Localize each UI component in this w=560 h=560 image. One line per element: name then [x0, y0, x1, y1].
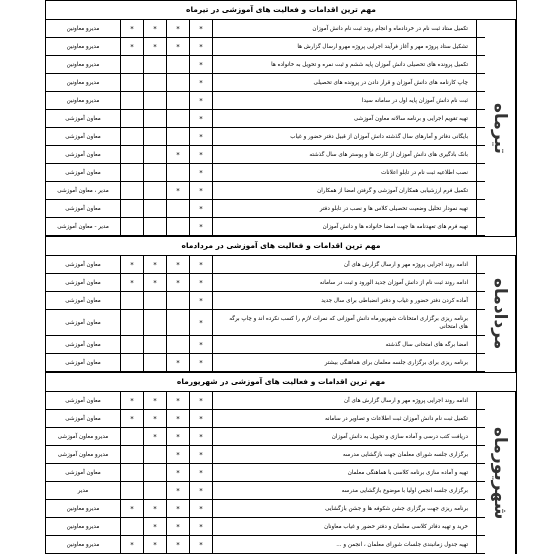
status-mark-cell: *: [190, 536, 213, 553]
responsible-cell: معاون آموزشی: [46, 410, 121, 427]
table-row: [46, 500, 485, 518]
month-label-text: تیرماه: [490, 102, 510, 154]
responsible-cell: مدیرو معاونین: [46, 518, 121, 535]
responsible-cell: مدیرو معاونین: [46, 20, 121, 37]
status-mark-cell: *: [190, 428, 213, 445]
task-description: برنامه ریزی جهت برگزاری جشن شکوفه ها و جشن بازگشایی: [213, 500, 477, 517]
status-mark-cell: *: [144, 38, 167, 55]
row-bullet: [477, 274, 485, 291]
task-description: چاپ کارنامه های دانش آموزان و قرار دادن در پرونده های تحصیلی: [213, 74, 477, 91]
status-mark-cell: *: [144, 518, 167, 535]
status-mark-cell: [121, 292, 144, 309]
status-mark-cell: [144, 182, 167, 199]
status-mark-cell: [144, 146, 167, 163]
responsible-cell: معاون آموزشی: [46, 310, 121, 335]
responsible-cell: مدیرو معاونین: [46, 500, 121, 517]
row-bullet: [477, 428, 485, 445]
status-mark-cell: *: [190, 146, 213, 163]
status-mark-cell: [121, 146, 144, 163]
row-bullet: [477, 336, 485, 353]
section-body: [46, 20, 516, 236]
responsible-cell: مدیر: [46, 482, 121, 499]
row-bullet: [477, 446, 485, 463]
status-mark-cell: *: [167, 446, 190, 463]
status-mark-cell: *: [167, 274, 190, 291]
task-description: امضا برگه های امتحانی سال گذشته: [213, 336, 477, 353]
status-mark-cell: [144, 110, 167, 127]
status-mark-cell: [144, 446, 167, 463]
table-row: [46, 392, 485, 410]
responsible-cell: معاون آموزشی: [46, 464, 121, 481]
table-row: [46, 428, 485, 446]
status-mark-cell: *: [190, 274, 213, 291]
status-mark-cell: *: [144, 500, 167, 517]
status-mark-cell: *: [190, 310, 213, 335]
task-description: برگزاری جلسه انجمن اولیا با موضوع بازگشایی مدرسه: [213, 482, 477, 499]
status-mark-cell: *: [167, 500, 190, 517]
task-description: برنامه ریزی برای برگزاری جلسه معلمان برای هماهنگی بیشتر: [213, 354, 477, 371]
responsible-cell: معاون آموزشی: [46, 292, 121, 309]
table-row: [46, 274, 485, 292]
responsible-cell: معاون آموزشی: [46, 110, 121, 127]
table-row: [46, 146, 485, 164]
status-mark-cell: [121, 74, 144, 91]
task-description: تکمیل ستاد ثبت نام در خردادماه و انجام روند ثبت نام دانش آموزان: [213, 20, 477, 37]
status-mark-cell: [167, 218, 190, 235]
table-row: [46, 536, 485, 554]
responsible-cell: معاون آموزشی: [46, 200, 121, 217]
row-bullet: [477, 464, 485, 481]
status-mark-cell: *: [190, 410, 213, 427]
table-row: [46, 110, 485, 128]
section-rows: [46, 20, 485, 236]
status-mark-cell: [121, 218, 144, 235]
status-mark-cell: *: [190, 56, 213, 73]
status-mark-cell: *: [144, 256, 167, 273]
section-header: مهم ترین اقدامات و فعالیت های آموزشی در شهریورماه: [46, 372, 516, 392]
row-bullet: [477, 110, 485, 127]
status-mark-cell: *: [190, 20, 213, 37]
row-bullet: [477, 310, 485, 335]
task-description: ثبت نام دانش آموزان پایه اول در سامانه سیدا: [213, 92, 477, 109]
responsible-cell: مدیرو معاون آموزشی: [46, 428, 121, 445]
responsible-cell: معاون آموزشی: [46, 336, 121, 353]
section-header: مهم ترین اقدامات و فعالیت های آموزشی در مردادماه: [46, 236, 516, 256]
table-row: [46, 354, 485, 372]
responsible-cell: مدیرو معاونین: [46, 92, 121, 109]
section-body: [46, 392, 516, 554]
status-mark-cell: [167, 92, 190, 109]
task-description: برگزاری جلسه شورای معلمان جهت بازگشایی مدرسه: [213, 446, 477, 463]
status-mark-cell: [121, 128, 144, 145]
status-mark-cell: *: [190, 218, 213, 235]
responsible-cell: معاون آموزشی: [46, 128, 121, 145]
status-mark-cell: *: [190, 500, 213, 517]
status-mark-cell: [121, 446, 144, 463]
task-description: نصب اطلاعیه ثبت نام در تابلو اعلانات: [213, 164, 477, 181]
status-mark-cell: *: [121, 410, 144, 427]
table-row: [46, 482, 485, 500]
status-mark-cell: [144, 218, 167, 235]
status-mark-cell: [121, 110, 144, 127]
responsible-cell: مدیرو معاونین: [46, 38, 121, 55]
table-row: [46, 128, 485, 146]
table-row: [46, 92, 485, 110]
status-mark-cell: *: [167, 464, 190, 481]
row-bullet: [477, 146, 485, 163]
task-description: تهیه و آماده سازی برنامه کلاسی با هماهنگی معلمان: [213, 464, 477, 481]
table-row: [46, 256, 485, 274]
row-bullet: [477, 354, 485, 371]
task-description: تهیه نمودار تحلیل وضعیت تحصیلی کلاس ها و نصب در تابلو دفتر: [213, 200, 477, 217]
status-mark-cell: [144, 128, 167, 145]
task-description: تکمیل پرونده های تحصیلی دانش آموزان پایه ششم و ثبت نمره و تحویل به خانواده ها: [213, 56, 477, 73]
row-bullet: [477, 500, 485, 517]
table-row: [46, 410, 485, 428]
status-mark-cell: *: [190, 128, 213, 145]
row-bullet: [477, 392, 485, 409]
row-bullet: [477, 536, 485, 553]
status-mark-cell: *: [190, 354, 213, 371]
table-row: [46, 38, 485, 56]
month-label: [485, 256, 516, 372]
row-bullet: [477, 482, 485, 499]
table-row: [46, 74, 485, 92]
status-mark-cell: [144, 354, 167, 371]
table-row: [46, 336, 485, 354]
status-mark-cell: [144, 482, 167, 499]
status-mark-cell: [144, 74, 167, 91]
status-mark-cell: *: [167, 256, 190, 273]
status-mark-cell: [121, 92, 144, 109]
task-description: خرید و تهیه دفاتر کلاسی معلمان و دفتر حضور و غیاب معاونان: [213, 518, 477, 535]
responsible-cell: معاون آموزشی: [46, 354, 121, 371]
status-mark-cell: [121, 336, 144, 353]
status-mark-cell: *: [144, 410, 167, 427]
table-row: [46, 464, 485, 482]
status-mark-cell: [167, 200, 190, 217]
status-mark-cell: [167, 292, 190, 309]
table-row: [46, 446, 485, 464]
status-mark-cell: *: [144, 428, 167, 445]
row-bullet: [477, 20, 485, 37]
status-mark-cell: *: [190, 446, 213, 463]
table-row: [46, 292, 485, 310]
status-mark-cell: *: [190, 482, 213, 499]
month-label: [485, 392, 516, 554]
status-mark-cell: [121, 182, 144, 199]
responsible-cell: مدیرو معاون آموزشی: [46, 446, 121, 463]
table-row: [46, 20, 485, 38]
row-bullet: [477, 128, 485, 145]
status-mark-cell: *: [190, 182, 213, 199]
status-mark-cell: *: [121, 392, 144, 409]
task-description: دریافت کتب درسی و آماده سازی و تحویل به دانش آموزان: [213, 428, 477, 445]
month-label-text: مردادماه: [490, 278, 510, 350]
status-mark-cell: *: [167, 428, 190, 445]
status-mark-cell: [144, 200, 167, 217]
status-mark-cell: *: [121, 20, 144, 37]
status-mark-cell: *: [167, 518, 190, 535]
responsible-cell: مدیرو معاونین: [46, 74, 121, 91]
row-bullet: [477, 164, 485, 181]
status-mark-cell: [144, 92, 167, 109]
task-description: تهیه فرم های تعهدنامه ها جهت امضا خانواده ها و دانش آموزان: [213, 218, 477, 235]
table-row: [46, 164, 485, 182]
status-mark-cell: [121, 310, 144, 335]
task-description: ادامه روند اجرایی پروژه مهر و ارسال گزارش های آن: [213, 256, 477, 273]
row-bullet: [477, 200, 485, 217]
status-mark-cell: [144, 464, 167, 481]
table-row: [46, 182, 485, 200]
row-bullet: [477, 292, 485, 309]
status-mark-cell: *: [190, 74, 213, 91]
task-description: آماده کردن دفتر حضور و غیاب و دفتر انضباطی برای سال جدید: [213, 292, 477, 309]
responsible-cell: مدیرو معاونین: [46, 56, 121, 73]
task-description: ادامه روند ثبت نام از دانش آموزان جدید الورود و ثبت در سامانه: [213, 274, 477, 291]
status-mark-cell: *: [144, 392, 167, 409]
responsible-cell: معاون آموزشی: [46, 164, 121, 181]
status-mark-cell: [121, 428, 144, 445]
status-mark-cell: *: [190, 336, 213, 353]
responsible-cell: مدیرو معاونین: [46, 536, 121, 553]
responsible-cell: معاون آموزشی: [46, 146, 121, 163]
row-bullet: [477, 38, 485, 55]
row-bullet: [477, 518, 485, 535]
activity-schedule-sheet: [45, 0, 517, 554]
status-mark-cell: *: [167, 182, 190, 199]
status-mark-cell: *: [167, 146, 190, 163]
status-mark-cell: *: [167, 536, 190, 553]
status-mark-cell: [144, 56, 167, 73]
responsible-cell: مدیر ، معاون آموزشی: [46, 182, 121, 199]
status-mark-cell: [167, 74, 190, 91]
table-row: [46, 200, 485, 218]
status-mark-cell: *: [121, 536, 144, 553]
status-mark-cell: *: [190, 110, 213, 127]
status-mark-cell: *: [121, 500, 144, 517]
status-mark-cell: [144, 164, 167, 181]
row-bullet: [477, 410, 485, 427]
status-mark-cell: [167, 164, 190, 181]
table-row: [46, 518, 485, 536]
task-description: تهیه جدول زمانبندی جلسات شورای معلمان ، انجمن و ...: [213, 536, 477, 553]
task-description: تشکیل ستاد پروژه مهر و آغاز فرآیند اجرایی پروژه مهرو ارسال گزارش ها: [213, 38, 477, 55]
status-mark-cell: *: [144, 274, 167, 291]
status-mark-cell: *: [144, 20, 167, 37]
status-mark-cell: *: [190, 518, 213, 535]
status-mark-cell: *: [190, 256, 213, 273]
status-mark-cell: [144, 292, 167, 309]
row-bullet: [477, 182, 485, 199]
month-label: [485, 20, 516, 236]
responsible-cell: مدیر - معاون آموزشی: [46, 218, 121, 235]
status-mark-cell: *: [190, 200, 213, 217]
status-mark-cell: *: [167, 410, 190, 427]
status-mark-cell: [167, 56, 190, 73]
status-mark-cell: *: [121, 274, 144, 291]
row-bullet: [477, 74, 485, 91]
task-description: برنامه ریزی برگزاری امتحانات شهریورماه دانش آموزانی که نمرات لازم را کسب نکرده اند و چاپ برگه های امتحانی: [213, 310, 477, 335]
status-mark-cell: *: [167, 392, 190, 409]
status-mark-cell: *: [190, 38, 213, 55]
status-mark-cell: *: [167, 38, 190, 55]
task-description: تکمیل فرم ارزشیابی همکاران آموزشی و گرفتن امضا از همکاران: [213, 182, 477, 199]
task-description: ادامه روند اجرایی پروژه مهر و ارسال گزارش های آن: [213, 392, 477, 409]
status-mark-cell: *: [167, 20, 190, 37]
status-mark-cell: [144, 310, 167, 335]
task-description: تکمیل ثبت نام دانش آموزان ثبت اطلاعات و تصاویر در سامانه: [213, 410, 477, 427]
row-bullet: [477, 92, 485, 109]
section-rows: [46, 392, 485, 554]
table-row: [46, 310, 485, 336]
section-body: [46, 256, 516, 372]
status-mark-cell: [167, 310, 190, 335]
status-mark-cell: [121, 56, 144, 73]
status-mark-cell: *: [190, 464, 213, 481]
task-description: بانک بادگیری های دانش آموزان از کارت ها و پوستر های سال گذشته: [213, 146, 477, 163]
table-row: [46, 218, 485, 236]
status-mark-cell: *: [167, 354, 190, 371]
section-header: مهم ترین اقدامات و فعالیت های آموزشی در تیرماه: [46, 0, 516, 20]
month-label-text: شهریورماه: [490, 426, 510, 520]
status-mark-cell: [167, 110, 190, 127]
status-mark-cell: *: [190, 164, 213, 181]
task-description: تهیه تقویم اجرایی و برنامه سالانه معاون آموزشی: [213, 110, 477, 127]
row-bullet: [477, 56, 485, 73]
responsible-cell: معاون آموزشی: [46, 256, 121, 273]
status-mark-cell: [121, 464, 144, 481]
status-mark-cell: *: [144, 536, 167, 553]
status-mark-cell: *: [121, 38, 144, 55]
status-mark-cell: *: [190, 392, 213, 409]
task-description: بایگانی دفاتر و آمارهای سال گذشته دانش آموزان از قبیل دفتر حضور و غیاب: [213, 128, 477, 145]
status-mark-cell: [167, 336, 190, 353]
row-bullet: [477, 218, 485, 235]
table-row: [46, 56, 485, 74]
status-mark-cell: *: [167, 482, 190, 499]
status-mark-cell: [121, 200, 144, 217]
row-bullet: [477, 256, 485, 273]
section-rows: [46, 256, 485, 372]
responsible-cell: معاون آموزشی: [46, 274, 121, 291]
status-mark-cell: [144, 336, 167, 353]
status-mark-cell: *: [190, 292, 213, 309]
status-mark-cell: [121, 482, 144, 499]
responsible-cell: معاون آموزشی: [46, 392, 121, 409]
status-mark-cell: [167, 128, 190, 145]
status-mark-cell: [121, 518, 144, 535]
status-mark-cell: *: [190, 92, 213, 109]
status-mark-cell: [121, 354, 144, 371]
status-mark-cell: *: [121, 256, 144, 273]
status-mark-cell: [121, 164, 144, 181]
